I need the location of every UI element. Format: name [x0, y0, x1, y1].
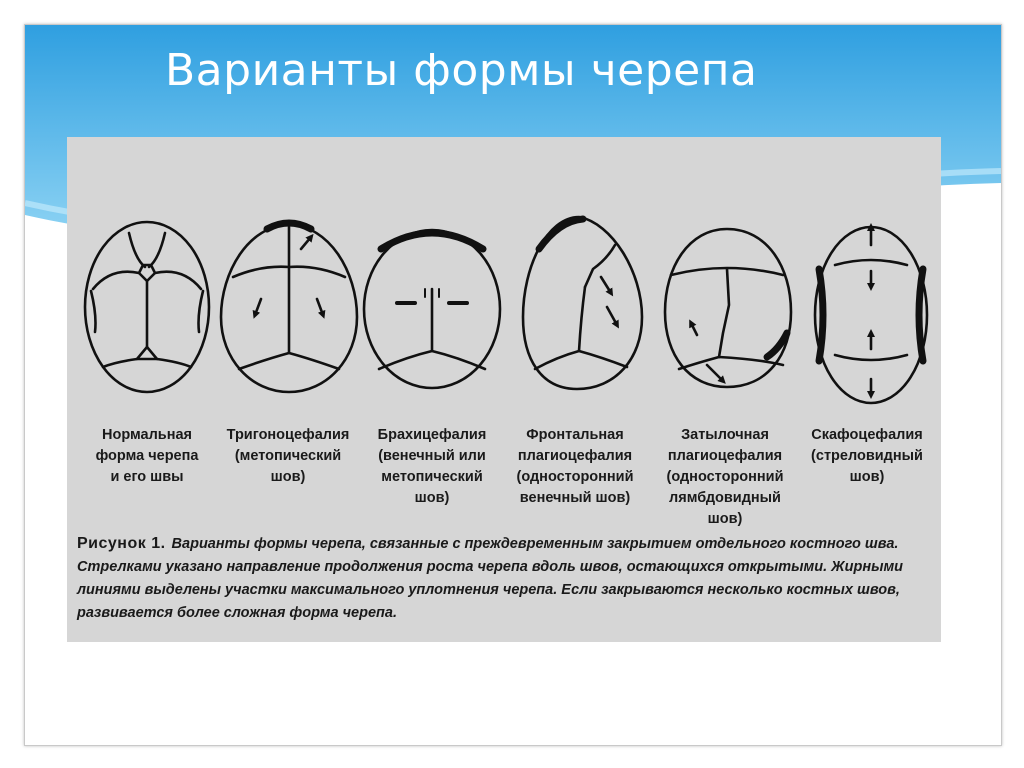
label-scaphocephaly: Скафоцефалия (стреловидный шов)	[811, 427, 923, 485]
normal-skull-icon	[85, 222, 209, 392]
label-occipital-plagiocephaly: Затылочная плагиоцефалия (односторонний лямбдовидный шов)	[666, 427, 784, 527]
label-trigonocephaly: Тригоноцефалия (метопический шов)	[226, 427, 350, 485]
brachycephaly-skull-icon	[364, 230, 500, 388]
slide	[24, 24, 1002, 746]
skull-figure	[67, 137, 941, 642]
label-frontal-plagiocephaly: Фронтальная плагиоцефалия (односторонний венечный шов)	[516, 427, 634, 506]
figure-caption-text: Варианты формы черепа, связанные с преждевременным закрытием отдельного костного шва. Стрелками указано направление продолжения роста черепа вдоль швов, остающихся открытыми. Жирными линиями выделены участки максимального уплотнения черепа. Если закрываются несколько костных швов, развивается более сложная форма черепа.	[77, 536, 904, 621]
scaphocephaly-skull-icon	[815, 227, 927, 403]
figure-caption-label: Рисунок 1.	[77, 535, 166, 552]
frontal-plagiocephaly-skull-icon	[523, 217, 642, 389]
trigonocephaly-skull-icon	[221, 223, 357, 392]
figure-caption	[77, 532, 937, 625]
label-brachycephaly: Брахицефалия (венечный или метопический шов)	[377, 427, 487, 506]
slide-title: Варианты формы черепа	[165, 45, 758, 96]
occipital-plagiocephaly-skull-icon	[665, 229, 791, 387]
label-normal: Нормальная форма черепа и его швы	[95, 427, 199, 485]
